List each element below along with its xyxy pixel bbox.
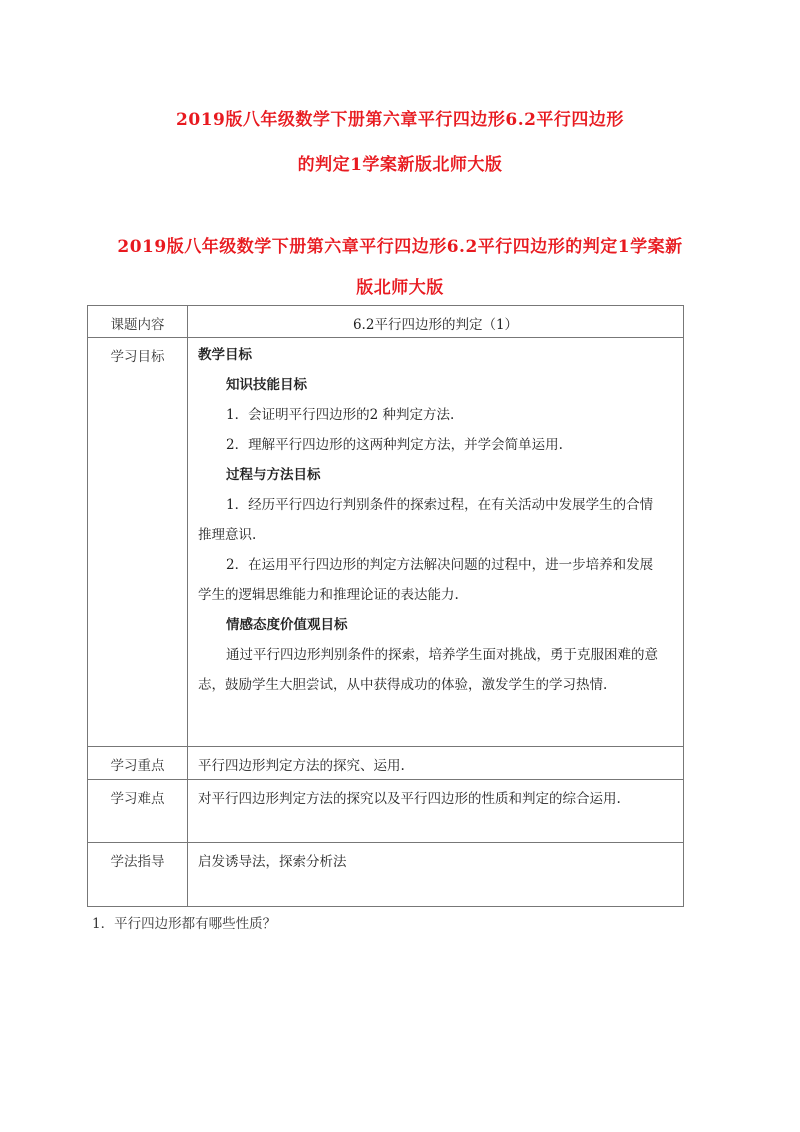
row-label: 学法指导 bbox=[88, 843, 188, 907]
process-item-2a: 2．在运用平行四边形的判定方法解决问题的过程中，进一步培养和发展 bbox=[226, 557, 654, 573]
goals-cell bbox=[188, 338, 684, 747]
knowledge-heading: 知识技能目标 bbox=[226, 377, 307, 393]
table-row bbox=[88, 780, 684, 843]
doc-subtitle-line-1: 2019版八年级数学下册第六章平行四边形6.2平行四边形的判定1学案新 bbox=[117, 237, 683, 257]
knowledge-item-1: 1．会证明平行四边形的2 种判定方法. bbox=[226, 407, 455, 423]
row-value: 对平行四边形判定方法的探究以及平行四边形的性质和判定的综合运用. bbox=[188, 780, 684, 843]
emotion-item-b: 志，鼓励学生大胆尝试，从中获得成功的体验，激发学生的学习热情. bbox=[198, 677, 608, 693]
row-label: 学习重点 bbox=[88, 747, 188, 780]
lesson-plan-table bbox=[87, 305, 684, 907]
row-value: 启发诱导法，探索分析法 bbox=[188, 843, 684, 907]
row-label: 学习难点 bbox=[88, 780, 188, 843]
table-row bbox=[88, 747, 684, 780]
doc-title-line-2: 的判定1学案新版北师大版 bbox=[297, 155, 503, 175]
process-item-1a: 1．经历平行四边行判别条件的探索过程，在有关活动中发展学生的合情 bbox=[226, 497, 654, 513]
table-row bbox=[88, 306, 684, 338]
table-row bbox=[88, 338, 684, 747]
goals-heading: 教学目标 bbox=[198, 347, 252, 363]
row-label: 学习目标 bbox=[88, 338, 188, 747]
process-item-2b: 学生的逻辑思维能力和推理论证的表达能力. bbox=[198, 587, 459, 603]
doc-title-line-1: 2019版八年级数学下册第六章平行四边形6.2平行四边形 bbox=[176, 110, 624, 130]
question-1: 1．平行四边形都有哪些性质？ bbox=[92, 916, 277, 932]
knowledge-item-2: 2．理解平行四边形的这两种判定方法，并学会简单运用. bbox=[226, 437, 563, 453]
process-heading: 过程与方法目标 bbox=[226, 467, 321, 483]
row-label: 课题内容 bbox=[88, 306, 188, 338]
table-row bbox=[88, 843, 684, 907]
process-item-1b: 推理意识. bbox=[198, 527, 257, 543]
doc-subtitle-line-2: 版北师大版 bbox=[356, 278, 444, 298]
row-value: 平行四边形判定方法的探究、运用. bbox=[188, 747, 684, 780]
emotion-heading: 情感态度价值观目标 bbox=[226, 617, 348, 633]
emotion-item-a: 通过平行四边形判别条件的探索，培养学生面对挑战，勇于克服困难的意 bbox=[226, 647, 658, 663]
row-value: 6.2平行四边形的判定（1） bbox=[188, 306, 684, 338]
